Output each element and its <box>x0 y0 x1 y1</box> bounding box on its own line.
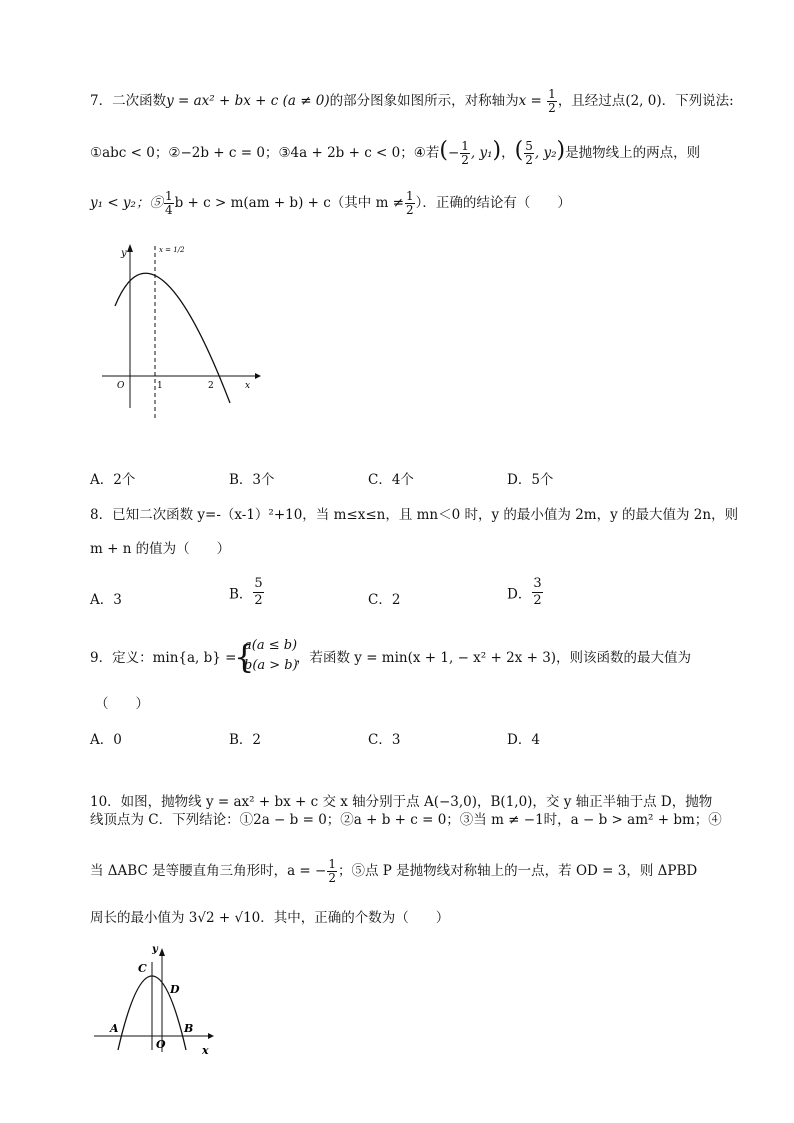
q7-frac-half-3: $\frac{1}{2}$ <box>406 189 414 217</box>
q7-option-b: B．3个 <box>229 472 275 488</box>
q10-line1: 10．如图，抛物线 y = ax² + bx + c 交 x 轴分别于点 A(−3,0)，B(1,0)，交 y 轴正半轴于点 D，抛物 <box>90 794 713 810</box>
q7-option-d: D．5个 <box>507 472 554 488</box>
q7-line3-b: b + c > m(am + b) + c（其中 m ≠ <box>174 195 404 211</box>
q7-stmt4-suffix: 是抛物线上的两点，则 <box>565 145 701 161</box>
q9-option-a: A．0 <box>90 732 122 748</box>
q10-fig-C: C <box>138 962 147 975</box>
q7-fig-y-label: y <box>121 248 127 259</box>
q7-stmt2: ②−2b + c = 0； <box>168 145 279 161</box>
q7-line2: ①abc < 0；②−2b + c = 0；③4a + 2b + c < 0；④若(− $\frac{1}{2}$ , y₁)，( $\frac{5}{2}$ , y₂)是抛物线上的两点，则 <box>90 138 701 167</box>
q10-fig-O: O <box>156 1038 166 1051</box>
q8-option-c: C．2 <box>368 592 401 608</box>
q7-function: y = ax² + bx + c (a ≠ 0) <box>166 93 330 109</box>
q10-line3-a: 当 ΔABC 是等腰直角三角形时，a = − <box>90 863 327 879</box>
q9-brace: { <box>234 638 255 676</box>
q9-line1-rest: ，若函数 y = min(x + 1, − x² + 2x + 3)，则该函数的最大值为 <box>296 650 692 666</box>
q9-case2: b(a > b) <box>244 658 298 673</box>
q7-fig-tick-1: 1 <box>157 381 163 391</box>
q7-fig-x-label: x <box>245 381 251 391</box>
q9-option-b: B．2 <box>229 732 262 748</box>
q9-cases <box>244 636 298 676</box>
q8-frac-three-half: $\frac{3}{2}$ <box>533 576 542 608</box>
q7-stmt1: ①abc < 0； <box>90 145 169 161</box>
q8-line1: 8．已知二次函数 y=-（x-1）²+10，当 m≤x≤n，且 mn＜0 时，y 的最小值为 2m，y 的最大值为 2n，则 <box>90 507 739 523</box>
q7-text-after: ，且经过点 <box>557 93 626 109</box>
q7-prefix: 7．二次函数 <box>90 93 167 109</box>
q7-text-mid: 的部分图象如图所示，对称轴为 <box>329 93 519 109</box>
q7-fig-axis-label: x = 1/2 <box>159 246 185 254</box>
q8-line2: m + n 的值为（ ） <box>90 541 231 557</box>
q8-option-a: A．3 <box>90 592 122 608</box>
q7-line1 <box>90 88 734 115</box>
q10-fig-A: A <box>110 1022 119 1035</box>
q7-option-a: A．2个 <box>90 472 136 488</box>
q7-line3-c: ）．正确的结论有（ ） <box>415 195 571 211</box>
q7-frac-quarter: $\frac{1}{4}$ <box>164 189 173 217</box>
q8-option-b: B． $\frac{5}{2}$ <box>229 576 263 608</box>
q10-line2: 线顶点为 C．下列结论：①2a − b = 0；②a + b + c = 0；③当 m ≠ −1时，a − b > am² + bm；④ <box>90 812 722 828</box>
q10-line3 <box>90 858 697 885</box>
q10-line3-b: ；⑤点 P 是抛物线对称轴上的一点，若 OD = 3，则 ΔPBD <box>337 863 698 879</box>
q7-stmt3: ③4a + 2b + c < 0； <box>278 145 414 161</box>
q9-option-c: C．3 <box>368 732 401 748</box>
q8-frac-five-half: $\frac{5}{2}$ <box>254 576 263 608</box>
q7-line3-a: y₁ < y₂；⑤ <box>90 195 163 211</box>
q10-fig-x: x <box>202 1044 209 1057</box>
q9-line2: （ ） <box>95 696 149 712</box>
q10-y-arrow-icon <box>159 948 165 956</box>
q10-fig-D: D <box>170 983 180 996</box>
q7-figure <box>95 238 270 428</box>
q10-figure <box>90 940 220 1060</box>
q7-x-arrow-icon <box>255 373 261 379</box>
q7-stmt4-prefix: ④若 <box>413 145 440 161</box>
q7-frac-half: $\frac{1}{2}$ <box>548 87 556 115</box>
q10-line4: 周长的最小值为 3√2 + √10．其中，正确的个数为（ ） <box>90 910 450 926</box>
q9-def: 9．定义：min{a, b} = <box>90 650 237 666</box>
q7-axis-eq: x = <box>518 93 542 109</box>
q7-point: (2, 0) <box>625 93 662 109</box>
q10-fig-y: y <box>152 944 158 955</box>
q9-case1: a(a ≤ b) <box>244 638 298 653</box>
q7-option-c: C．4个 <box>368 472 414 488</box>
q10-frac-half: $\frac{1}{2}$ <box>328 857 336 885</box>
q7-fig-tick-2: 2 <box>208 381 214 391</box>
q7-frac-five-half: $\frac{5}{2}$ <box>525 139 533 167</box>
q9-option-d: D．4 <box>507 732 540 748</box>
q8-option-d: D． $\frac{3}{2}$ <box>507 576 542 608</box>
q7-frac-half-2: $\frac{1}{2}$ <box>461 139 469 167</box>
q7-text-end: ．下列说法: <box>661 93 734 109</box>
q9-line1 <box>90 648 236 668</box>
q7-fig-origin: O <box>117 381 125 391</box>
q10-x-arrow-icon <box>208 1033 214 1039</box>
q7-y-arrow-icon <box>127 244 133 252</box>
q10-fig-B: B <box>184 1022 194 1035</box>
q7-line3 <box>90 190 571 217</box>
